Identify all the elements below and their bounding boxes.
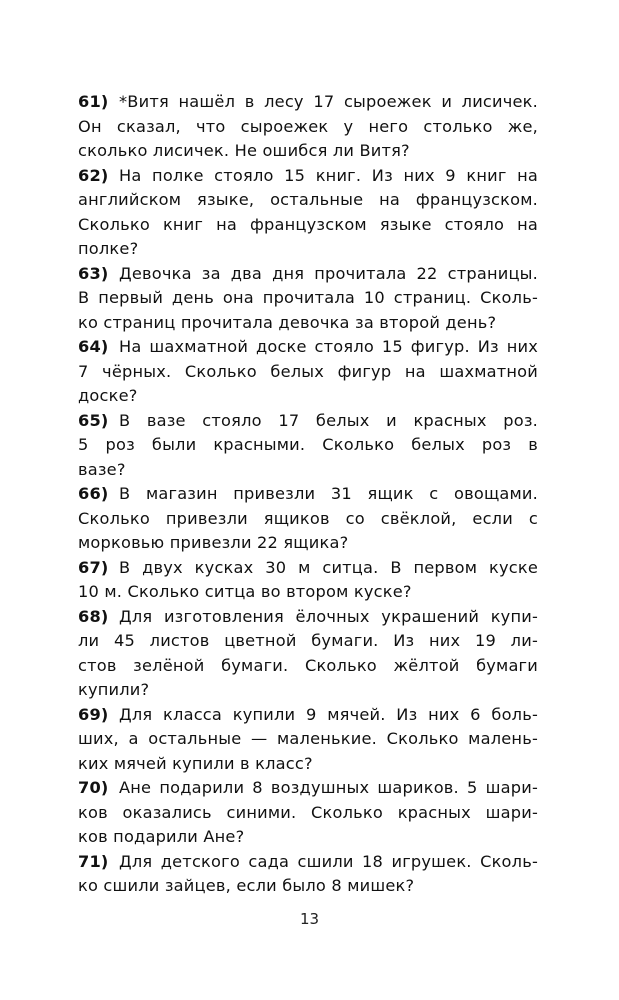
problem-line: Сколько книг на французском языке стояло на <box>78 214 538 234</box>
problem-line: морковью привезли 22 ящика? <box>78 533 349 552</box>
problem-number: 67) <box>78 557 109 577</box>
problem-line: Для класса купили 9 мячей. Из них 6 боль- <box>119 704 538 724</box>
problem-number: 69) <box>78 704 109 724</box>
problem-line: ков оказались синими. Сколько красных шари- <box>78 802 538 822</box>
problem-item <box>78 335 538 409</box>
problem-line: В вазе стояло 17 белых и красных роз. <box>119 410 538 430</box>
problem-number: 62) <box>78 165 109 185</box>
problem-line: Ане подарили 8 воздушных шариков. 5 шари- <box>119 778 538 797</box>
problem-line: ших, а остальные — маленькие. Сколько малень- <box>78 729 538 748</box>
problem-number: 65) <box>78 410 109 430</box>
problem-item <box>78 605 538 703</box>
page-number: 13 <box>299 910 320 928</box>
problem-item <box>78 850 538 899</box>
problem-line: 7 чёрных. Сколько белых фигур на шахматной <box>78 361 538 381</box>
problem-line: английском языке, остальные на французском. <box>78 190 538 209</box>
problem-item <box>78 556 538 605</box>
problem-line: доске? <box>78 386 138 405</box>
problem-number: 64) <box>78 337 109 356</box>
problem-item <box>78 703 538 777</box>
problem-line: Сколько привезли ящиков со свёклой, если с <box>78 508 538 528</box>
problem-line: полке? <box>78 239 139 258</box>
problem-number: 70) <box>78 778 109 797</box>
problem-line: ков подарили Ане? <box>78 827 245 846</box>
problem-item <box>78 164 538 262</box>
problem-line: Он сказал, что сыроежек у него столько же, <box>78 116 538 136</box>
problem-line: вазе? <box>78 459 126 479</box>
problem-line: 10 м. Сколько ситца во втором куске? <box>78 582 412 601</box>
problem-line: сколько лисичек. Не ошибся ли Витя? <box>78 141 410 160</box>
problem-number: 68) <box>78 606 109 626</box>
problem-line: купили? <box>78 680 150 699</box>
problem-number: 71) <box>78 851 109 871</box>
problem-item <box>78 262 538 336</box>
problem-line: ких мячей купили в класс? <box>78 753 313 773</box>
problem-line: В двух кусках 30 м ситца. В первом куске <box>119 557 538 577</box>
problem-line: В магазин привезли 31 ящик с овощами. <box>119 484 538 503</box>
problem-line: Девочка за два дня прочитала 22 страницы. <box>119 263 538 283</box>
problem-number: 63) <box>78 263 109 283</box>
problem-item <box>78 90 538 164</box>
problem-line: стов зелёной бумаги. Сколько жёлтой бумаги <box>78 655 538 675</box>
problem-line: ли 45 листов цветной бумаги. Из них 19 ли- <box>78 631 538 650</box>
problem-item <box>78 409 538 483</box>
problem-item <box>78 776 538 850</box>
problem-line: *Витя нашёл в лесу 17 сыроежек и лисичек. <box>119 92 538 111</box>
problem-line: Для изготовления ёлочных украшений купи- <box>119 606 538 626</box>
problem-list <box>78 90 538 899</box>
problem-number: 66) <box>78 484 109 503</box>
problem-line: ко страниц прочитала девочка за второй день? <box>78 312 497 332</box>
problem-line: В первый день она прочитала 10 страниц. Сколь- <box>78 288 538 307</box>
problem-number: 61) <box>78 92 109 111</box>
problem-line: Для детского сада сшили 18 игрушек. Сколь- <box>119 851 538 871</box>
problem-line: На полке стояло 15 книг. Из них 9 книг на <box>119 165 538 185</box>
problem-line: ко сшили зайцев, если было 8 мишек? <box>78 876 415 895</box>
problem-line: 5 роз были красными. Сколько белых роз в <box>78 435 538 454</box>
problem-item <box>78 482 538 556</box>
problem-line: На шахматной доске стояло 15 фигур. Из них <box>119 337 538 356</box>
